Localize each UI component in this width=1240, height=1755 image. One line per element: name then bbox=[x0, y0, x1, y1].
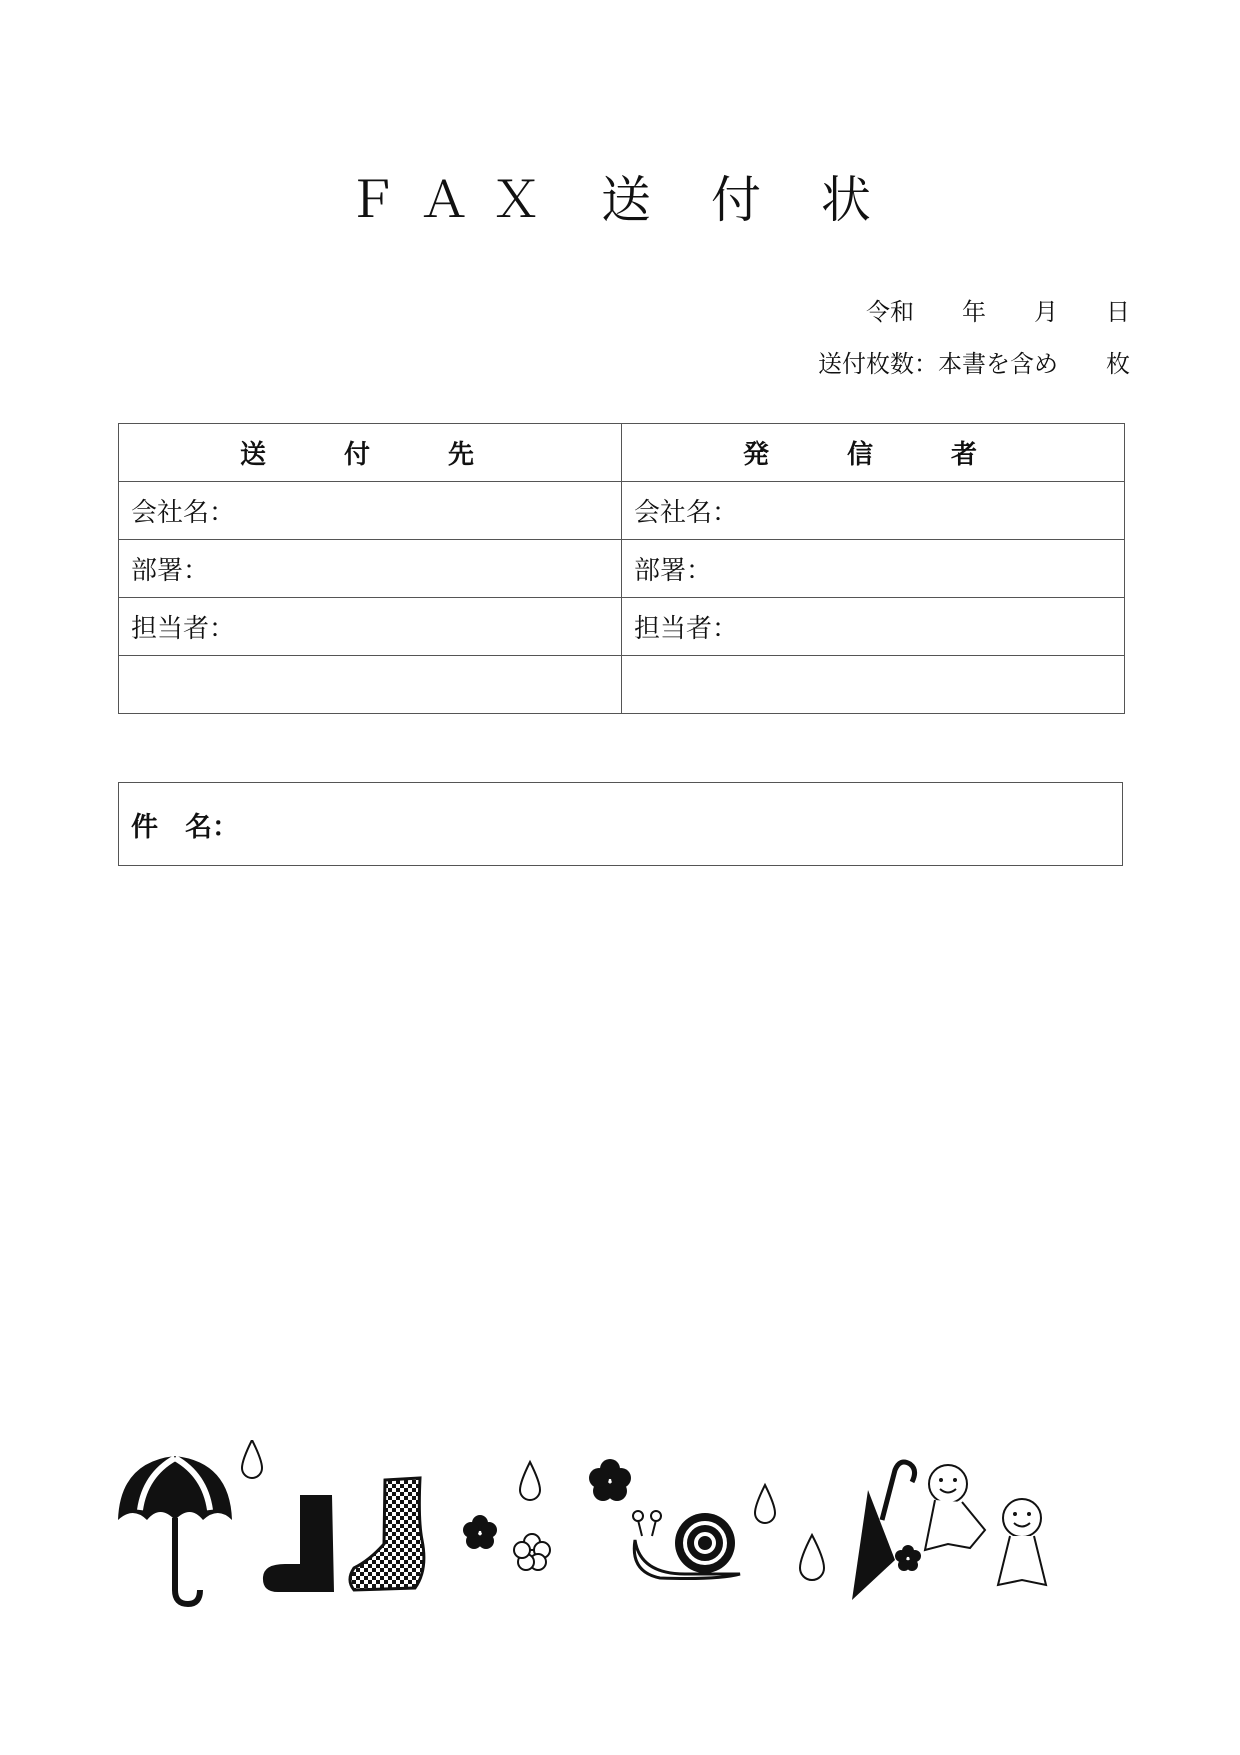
raindrop-icon bbox=[242, 1440, 262, 1478]
snail-icon bbox=[633, 1511, 740, 1579]
table-row bbox=[119, 656, 1125, 714]
recipient-company-field[interactable]: 会社名： bbox=[119, 482, 622, 540]
raindrop-icon bbox=[520, 1462, 540, 1500]
umbrella-icon bbox=[118, 1456, 232, 1604]
closed-umbrella-icon bbox=[852, 1462, 915, 1600]
rain-boot-icon bbox=[263, 1495, 334, 1592]
outline-flower-icon bbox=[514, 1534, 550, 1570]
flower-icon bbox=[463, 1515, 497, 1549]
raindrop-icon bbox=[755, 1485, 775, 1523]
teru-teru-bozu-icon bbox=[925, 1465, 985, 1550]
sender-header: 発 信 者 bbox=[622, 424, 1125, 482]
recipient-department-field[interactable]: 部署： bbox=[119, 540, 622, 598]
recipient-header: 送 付 先 bbox=[119, 424, 622, 482]
flower-icon bbox=[895, 1545, 921, 1571]
rain-decoration-border bbox=[100, 1440, 1150, 1620]
table-header-row bbox=[119, 424, 1125, 482]
sender-department-field[interactable]: 部署： bbox=[622, 540, 1125, 598]
sender-contact-field[interactable]: 担当者： bbox=[622, 598, 1125, 656]
recipient-extra-field[interactable] bbox=[119, 656, 622, 714]
page-count-line: 送付枚数：本書を含め 枚 bbox=[818, 350, 1130, 378]
sender-extra-field[interactable] bbox=[622, 656, 1125, 714]
subject-label: 件 名： bbox=[131, 811, 239, 843]
flower-icon bbox=[589, 1459, 631, 1501]
teru-teru-bozu-icon bbox=[998, 1499, 1046, 1585]
address-table bbox=[118, 423, 1125, 714]
raindrop-icon bbox=[800, 1535, 824, 1580]
checkered-boot-icon bbox=[350, 1478, 424, 1590]
recipient-contact-field[interactable]: 担当者： bbox=[119, 598, 622, 656]
table-row bbox=[119, 598, 1125, 656]
table-row bbox=[119, 482, 1125, 540]
sender-company-field[interactable]: 会社名： bbox=[622, 482, 1125, 540]
page-title: ＦＡＸ 送 付 状 bbox=[347, 171, 893, 229]
table-row bbox=[119, 540, 1125, 598]
date-line: 令和 年 月 日 bbox=[866, 298, 1130, 326]
subject-field[interactable] bbox=[118, 782, 1123, 866]
